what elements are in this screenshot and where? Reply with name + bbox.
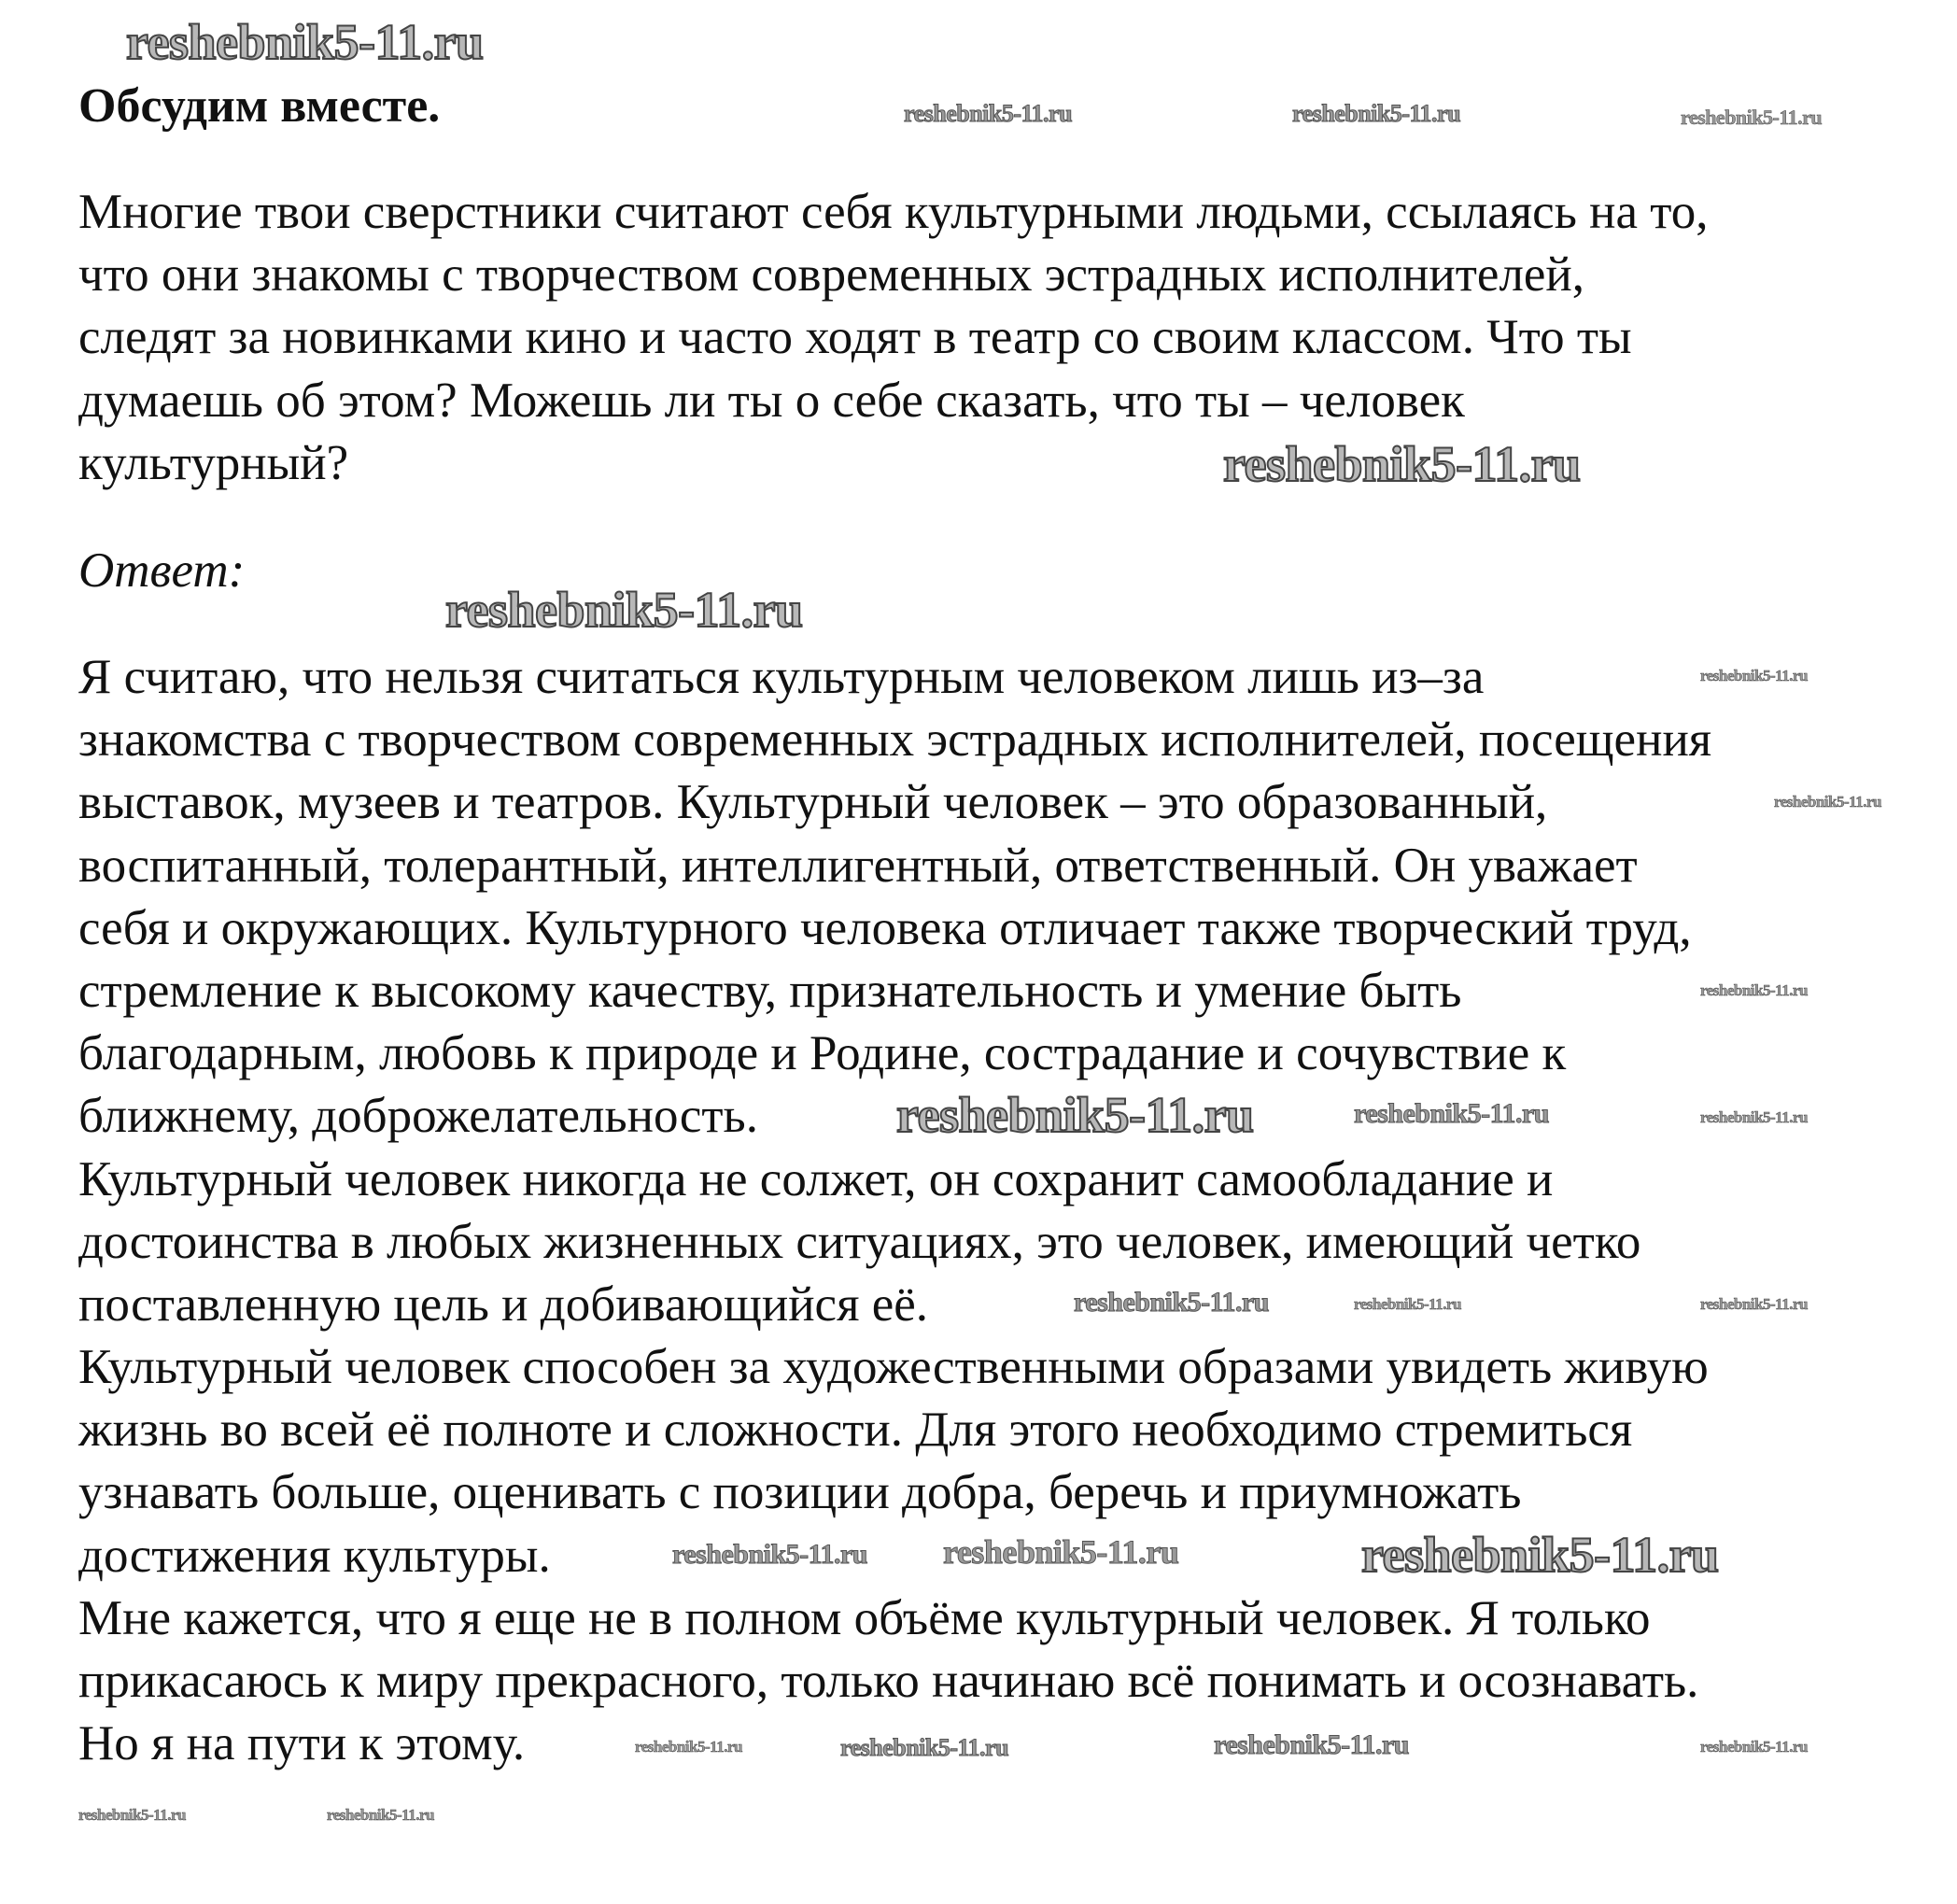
watermark: reshebnik5-11.ru [1354, 1098, 1549, 1129]
watermark: reshebnik5-11.ru [1214, 1729, 1409, 1760]
watermark: reshebnik5-11.ru [126, 14, 484, 70]
question-line: думаешь об этом? Можешь ли ты о себе сказать, что ты – человек [78, 373, 1465, 428]
answer-line: Я считаю, что нельзя считаться культурным человеком лишь из–за [78, 650, 1485, 704]
watermark: reshebnik5-11.ru [1223, 436, 1581, 492]
answer-line: прикасаюсь к миру прекрасного, только начинаю всё понимать и осознавать. [78, 1654, 1699, 1708]
question-line: Многие твои сверстники считают себя культурными людьми, ссылаясь на то, [78, 185, 1709, 239]
watermark: reshebnik5-11.ru [840, 1734, 1009, 1761]
answer-text [78, 646, 1711, 1775]
answer-label: Ответ: [78, 543, 246, 598]
watermark: reshebnik5-11.ru [78, 1806, 186, 1824]
answer-line: поставленную цель и добивающийся её. [78, 1276, 929, 1332]
answer-line: жизнь во всей её полноте и сложности. Для этого необходимо стремиться [78, 1403, 1633, 1458]
watermark: reshebnik5-11.ru [1700, 1738, 1808, 1756]
answer-line: достоинства в любых жизненных ситуациях, это человек, имеющий четко [78, 1214, 1641, 1269]
answer-line: Мне кажется, что я еще не в полном объёме культурный человек. Я только [78, 1590, 1651, 1645]
answer-line: себя и окружающих. Культурного человека отличает также творческий труд, [78, 900, 1692, 955]
answer-line: благодарным, любовь к природе и Родине, сострадание и сочувствие к [78, 1026, 1567, 1081]
watermark: reshebnik5-11.ru [635, 1738, 742, 1756]
answer-line: Но я на пути к этому. [78, 1716, 526, 1771]
answer-line: Культурный человек никогда не солжет, он сохранит самообладание и [78, 1151, 1554, 1206]
answer-line: стремление к высокому качеству, признательность и умение быть [78, 963, 1462, 1018]
watermark: reshebnik5-11.ru [1700, 667, 1808, 684]
question-line: культурный? [78, 435, 349, 490]
watermark: reshebnik5-11.ru [327, 1806, 434, 1824]
watermark: reshebnik5-11.ru [1700, 981, 1808, 999]
question-line: что они знакомы с творчеством современных эстрадных исполнителей, [78, 247, 1585, 303]
watermark: reshebnik5-11.ru [896, 1087, 1254, 1143]
section-heading: Обсудим вместе. [78, 79, 441, 133]
answer-line: знакомства с творчеством современных эстрадных исполнителей, посещения [78, 712, 1712, 768]
watermark: reshebnik5-11.ru [672, 1539, 867, 1570]
answer-line: Культурный человек способен за художественными образами увидеть живую [78, 1340, 1709, 1395]
answer-line: узнавать больше, оценивать с позиции добра, беречь и приумножать [78, 1465, 1522, 1520]
answer-line: достижения культуры. [78, 1528, 551, 1583]
watermark: reshebnik5-11.ru [943, 1533, 1179, 1571]
watermark: reshebnik5-11.ru [1700, 1295, 1808, 1313]
watermark: reshebnik5-11.ru [1354, 1295, 1461, 1313]
answer-line: выставок, музеев и театров. Культурный человек – это образованный, [78, 775, 1548, 830]
watermark: reshebnik5-11.ru [1774, 793, 1881, 811]
answer-line: воспитанный, толерантный, интеллигентный, ответственный. Он уважает [78, 838, 1638, 893]
watermark: reshebnik5-11.ru [904, 100, 1073, 127]
watermark: reshebnik5-11.ru [445, 582, 803, 638]
question-line: следят за новинками кино и часто ходят в театр со своим классом. Что ты [78, 310, 1632, 365]
watermark: reshebnik5-11.ru [1361, 1527, 1719, 1583]
answer-line: ближнему, доброжелательность. [78, 1089, 758, 1144]
watermark: reshebnik5-11.ru [1074, 1287, 1269, 1318]
watermark: reshebnik5-11.ru [1681, 106, 1823, 129]
watermark: reshebnik5-11.ru [1700, 1108, 1808, 1126]
watermark: reshebnik5-11.ru [1292, 100, 1461, 127]
